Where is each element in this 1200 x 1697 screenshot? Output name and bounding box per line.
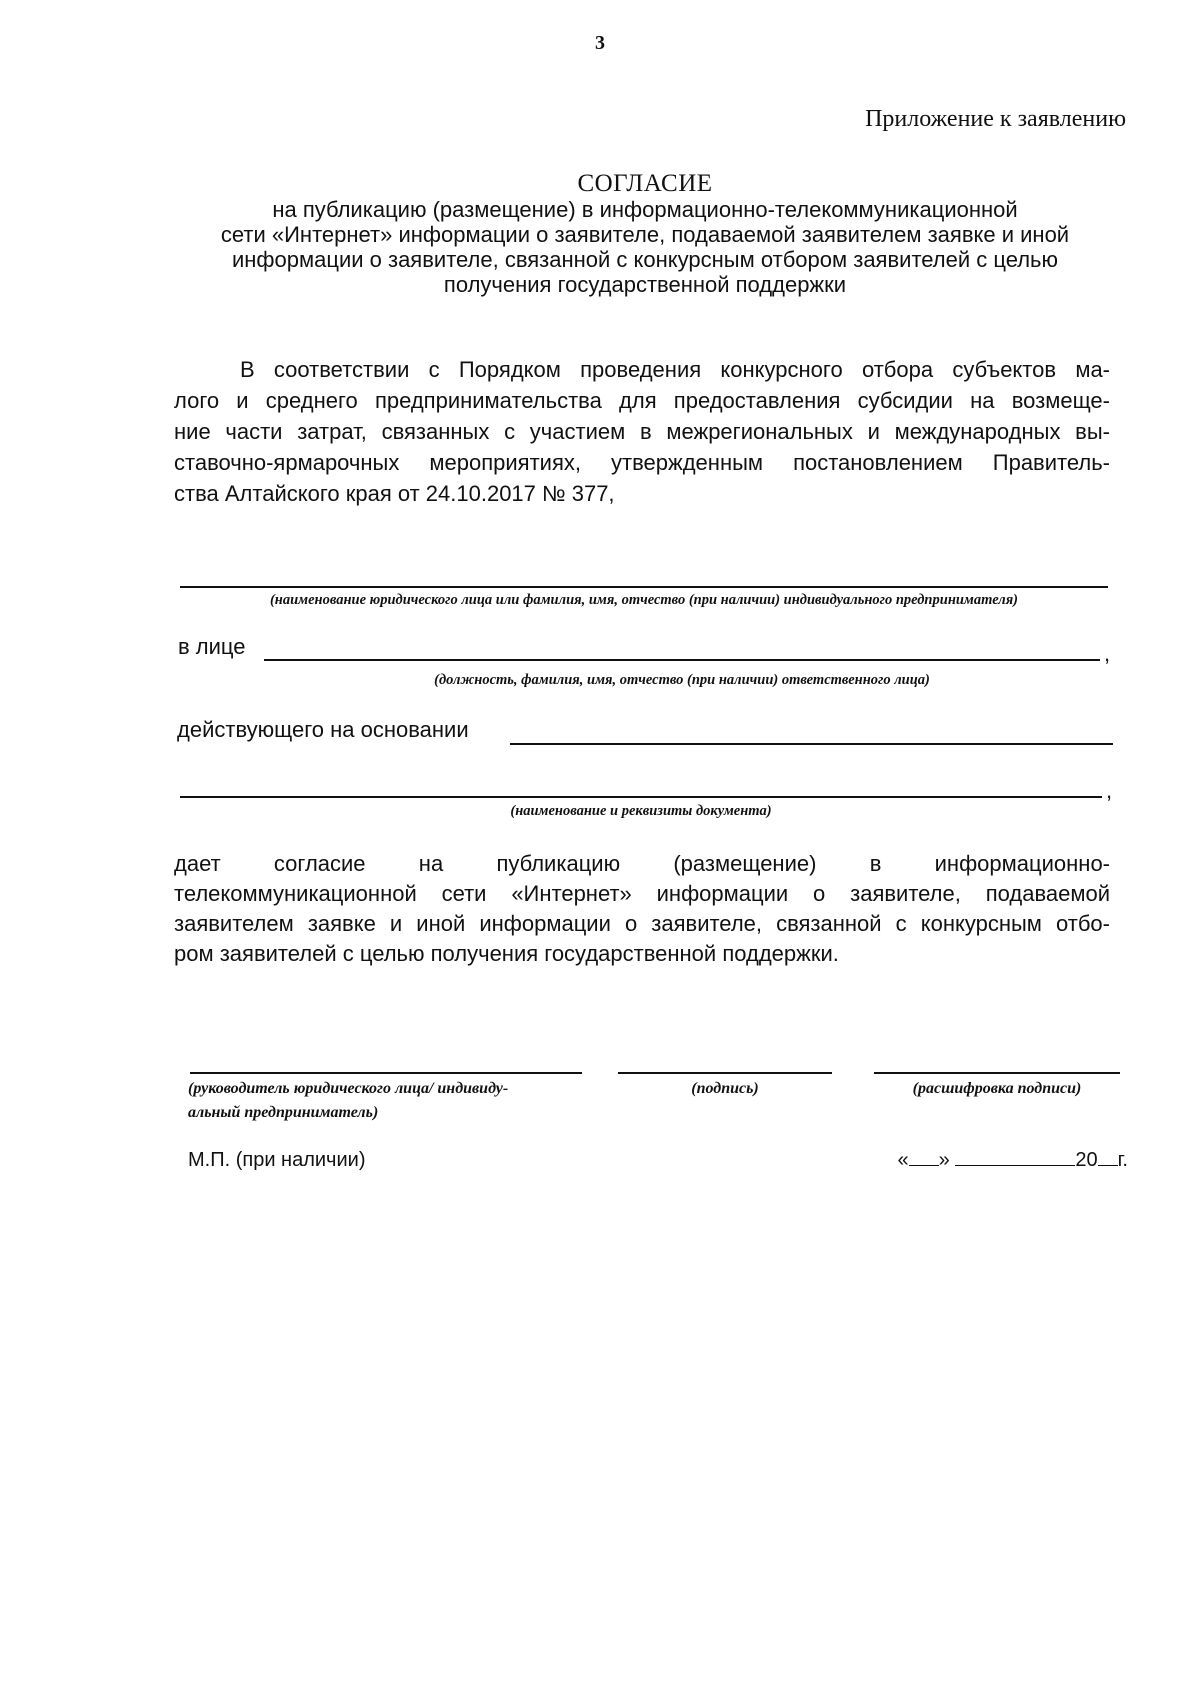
- document-details-caption: (наименование и реквизиты документа): [510, 803, 772, 819]
- document-details-comma: ,: [1106, 778, 1113, 803]
- head-signature-line[interactable]: [190, 1072, 582, 1074]
- consent-paragraph: [174, 849, 1110, 969]
- paragraph-line: ства Алтайского края от 24.10.2017 № 377,: [174, 481, 615, 506]
- entity-name-line[interactable]: [180, 586, 1108, 588]
- in-person-comma: ,: [1104, 641, 1111, 666]
- paragraph-line: лого и среднего предпринимательства для предоставления субсидии на возмеще-: [174, 388, 1110, 413]
- in-person-caption: (должность, фамилия, имя, отчество (при наличии) ответственного лица): [434, 672, 930, 688]
- date-year-suffix: г.: [1117, 1149, 1128, 1171]
- paragraph-line: ставочно-ярмарочных мероприятиях, утвержденным постановлением Правитель-: [174, 450, 1110, 475]
- subtitle-line: получения государственной поддержки: [443, 272, 847, 297]
- paragraph-line: телекоммуникационной сети «Интернет» информации о заявителе, подаваемой: [174, 881, 1110, 906]
- document-title: СОГЛАСИЕ: [577, 170, 713, 197]
- signature-caption: (подпись): [691, 1080, 759, 1097]
- paragraph-line: ром заявителей с целью получения государственной поддержки.: [174, 941, 839, 966]
- paragraph-line: дает согласие на публикацию (размещение) в информационно-: [174, 851, 1110, 876]
- subtitle-line: информации о заявителе, связанной с конкурсным отбором заявителей с целью: [231, 247, 1059, 272]
- signature-line[interactable]: [618, 1072, 832, 1074]
- month-blank[interactable]: [955, 1149, 1075, 1166]
- year-blank[interactable]: [1098, 1149, 1118, 1166]
- acting-basis-label: действующего на основании: [177, 717, 469, 742]
- appendix-label: Приложение к заявлению: [865, 106, 1126, 132]
- document-details-line[interactable]: [180, 796, 1102, 798]
- date-open-quote: «: [897, 1149, 909, 1171]
- day-blank[interactable]: [909, 1149, 939, 1166]
- entity-name-caption: (наименование юридического лица или фамилия, имя, отчество (при наличии) индивидуального предпринимателя): [269, 592, 1019, 608]
- signature-decode-caption: (расшифровка подписи): [912, 1080, 1082, 1097]
- paragraph-line: заявителем заявке и иной информации о заявителе, связанной с конкурсным отбо-: [174, 911, 1110, 936]
- stamp-label: М.П. (при наличии): [188, 1149, 366, 1171]
- intro-paragraph: [174, 354, 1110, 509]
- subtitle-line: сети «Интернет» информации о заявителе, подаваемой заявителем заявке и иной: [220, 222, 1070, 247]
- paragraph-line: ние части затрат, связанных с участием в межрегиональных и международных вы-: [174, 419, 1110, 444]
- date-year-prefix: 20: [1075, 1149, 1098, 1171]
- document-subtitle: [160, 197, 1130, 297]
- in-person-label: в лице: [178, 634, 246, 659]
- subtitle-line: на публикацию (размещение) в информационно-телекоммуникационной: [272, 197, 1018, 222]
- date-field: [898, 1149, 1128, 1172]
- paragraph-line: В соответствии с Порядком проведения конкурсного отбора субъектов ма-: [240, 357, 1110, 382]
- page-number: 3: [595, 32, 605, 54]
- head-caption: (руководитель юридического лица/ индивиду- альный предприниматель): [188, 1080, 509, 1121]
- signature-decode-line[interactable]: [874, 1072, 1120, 1074]
- in-person-line[interactable]: [264, 659, 1100, 661]
- acting-basis-line[interactable]: [510, 743, 1113, 745]
- date-close-quote: »: [938, 1149, 950, 1171]
